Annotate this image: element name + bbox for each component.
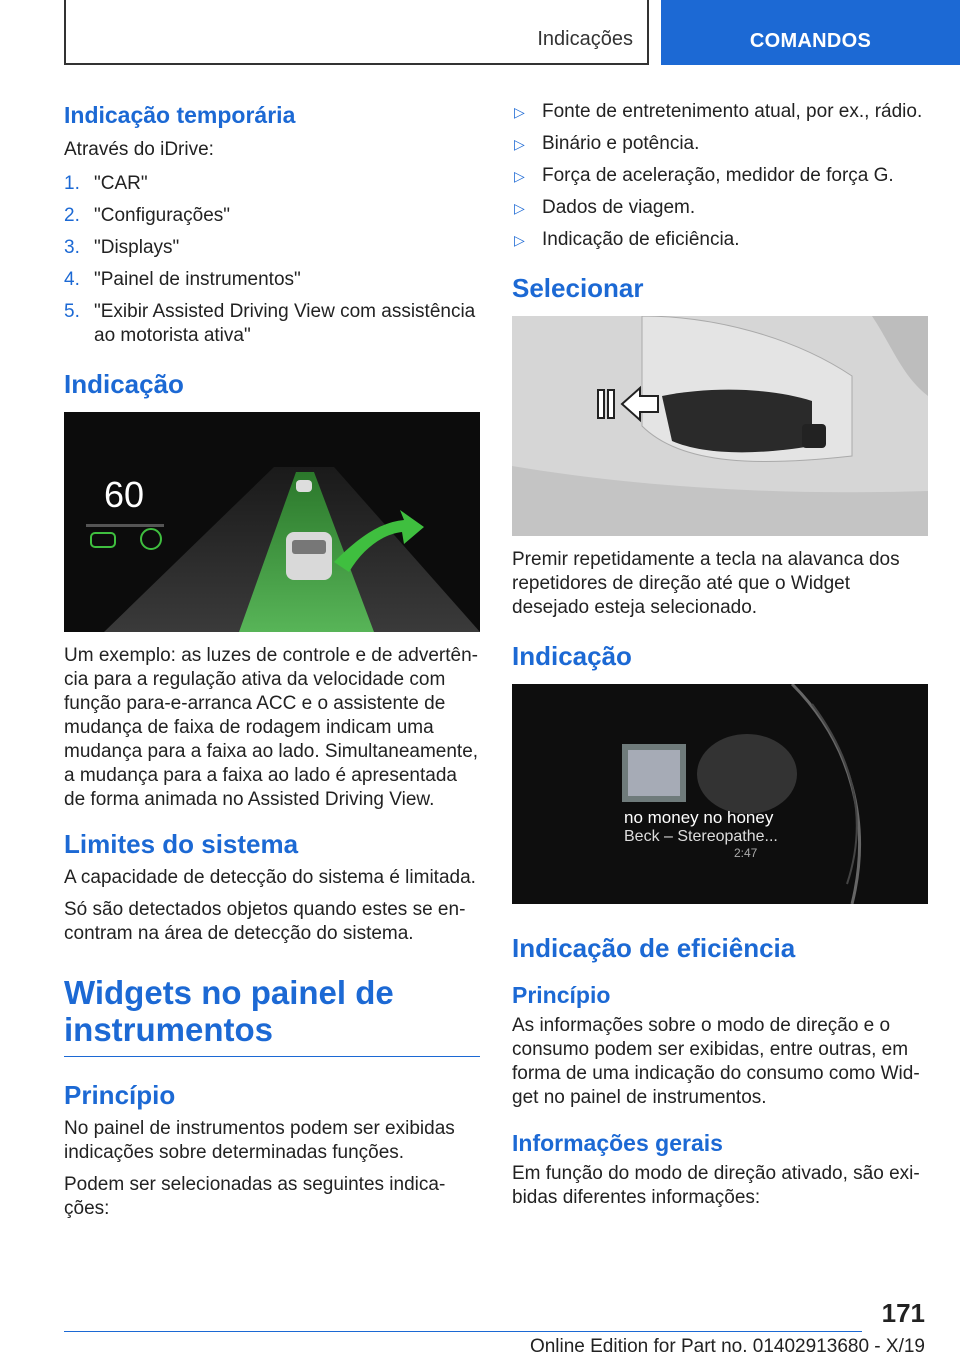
list-item: ▷ Binário e potência. [514, 133, 700, 154]
general-info-text: Em função do modo de direção ativado, são exibidas diferentes informações: [512, 1163, 920, 1208]
divider [86, 524, 164, 527]
efficiency-principle-text: As informações sobre o modo de direção e o consumo podem ser exibidas, entre outras, em forma de uma indicação do consumo como Widget no painel de instrumentos. [512, 1015, 920, 1108]
heading-temporary-display: Indicação temporária [64, 102, 296, 128]
step-item: 3. "Displays" [64, 237, 180, 258]
limits-text-1: A capacidade de detecção do sistema é limitada. [64, 867, 476, 888]
list-item: ▷ Indicação de eficiência. [514, 229, 740, 250]
limits-text-2: Só são detectados objetos quando estes se encontram na área de detecção do sistema. [64, 899, 466, 944]
heading-principle: Princípio [64, 1080, 176, 1110]
heading-principle-right: Princípio [512, 982, 611, 1008]
artist-name: Beck – Stereopathe... [624, 828, 778, 845]
heading-display: Indicação [64, 369, 184, 399]
heading-general-info: Informações gerais [512, 1130, 723, 1156]
heading-select: Selecionar [512, 273, 644, 303]
entertainment-widget-image [512, 684, 928, 904]
idrive-intro: Através do iDrive: [64, 139, 214, 160]
steering-assist-icon [140, 528, 162, 550]
step-item: 5. "Exibir Assisted Driving View com assistência ao motorista ativa" [64, 301, 476, 346]
list-item: ▷ Fonte de entretenimento atual, por ex., rádio. [514, 101, 923, 122]
widgets-heading-block [64, 974, 480, 1057]
widget-options-list [512, 100, 928, 252]
heading-system-limits: Limites do sistema [64, 829, 299, 859]
turn-signal-lever-image [512, 316, 928, 536]
footer-edition: Online Edition for Part no. 01402913680 - X/19 [529, 1336, 925, 1357]
right-column [512, 100, 928, 1218]
assisted-driving-view-image [64, 412, 480, 632]
acc-icon [90, 532, 116, 548]
heading-widgets: Widgets no painel de instrumentos [64, 974, 394, 1048]
list-item: ▷ Dados de viagem. [514, 197, 696, 218]
left-column [64, 100, 480, 1229]
heading-efficiency: Indicação de eficiência [512, 933, 796, 963]
principle-text-2: Podem ser selecionadas as seguintes indicações: [64, 1174, 446, 1219]
header-section-tab [64, 0, 649, 65]
idrive-steps [64, 172, 480, 348]
step-item: 1. "CAR" [64, 173, 148, 194]
step-item: 2. "Configurações" [64, 205, 231, 226]
select-text: Premir repetidamente a tecla na alavanca dos repetidores de direção até que o Widget desejado esteja selecionado. [512, 549, 900, 618]
song-title: no money no honey [624, 808, 774, 827]
list-item: ▷ Força de aceleração, medidor de força G. [514, 165, 894, 186]
track-time: 2:47 [734, 846, 758, 860]
principle-text-1: No painel de instrumentos podem ser exibidas indicações sobre determinadas funções. [64, 1118, 455, 1163]
speed-readout: 60 [104, 474, 145, 515]
header-chapter-label: COMANDOS [749, 30, 872, 52]
heading-display-right: Indicação [512, 641, 632, 671]
footer-rule [64, 1331, 862, 1332]
header-chapter-tab [661, 0, 960, 65]
page-number: 171 [881, 1298, 925, 1328]
step-item: 4. "Painel de instrumentos" [64, 269, 301, 290]
figure-caption: Um exemplo: as luzes de controle e de advertência para a regulação ativa da velocidade com função para-e-arranca ACC e o assistente de mudança de faixa de rodagem indicam uma mudança para a faixa ao lado. Simultaneamente, a mudança para a faixa ao lado é apresentada de forma animada no Assisted Driving View. [64, 645, 479, 810]
header-section-label: Indicações [537, 28, 633, 50]
